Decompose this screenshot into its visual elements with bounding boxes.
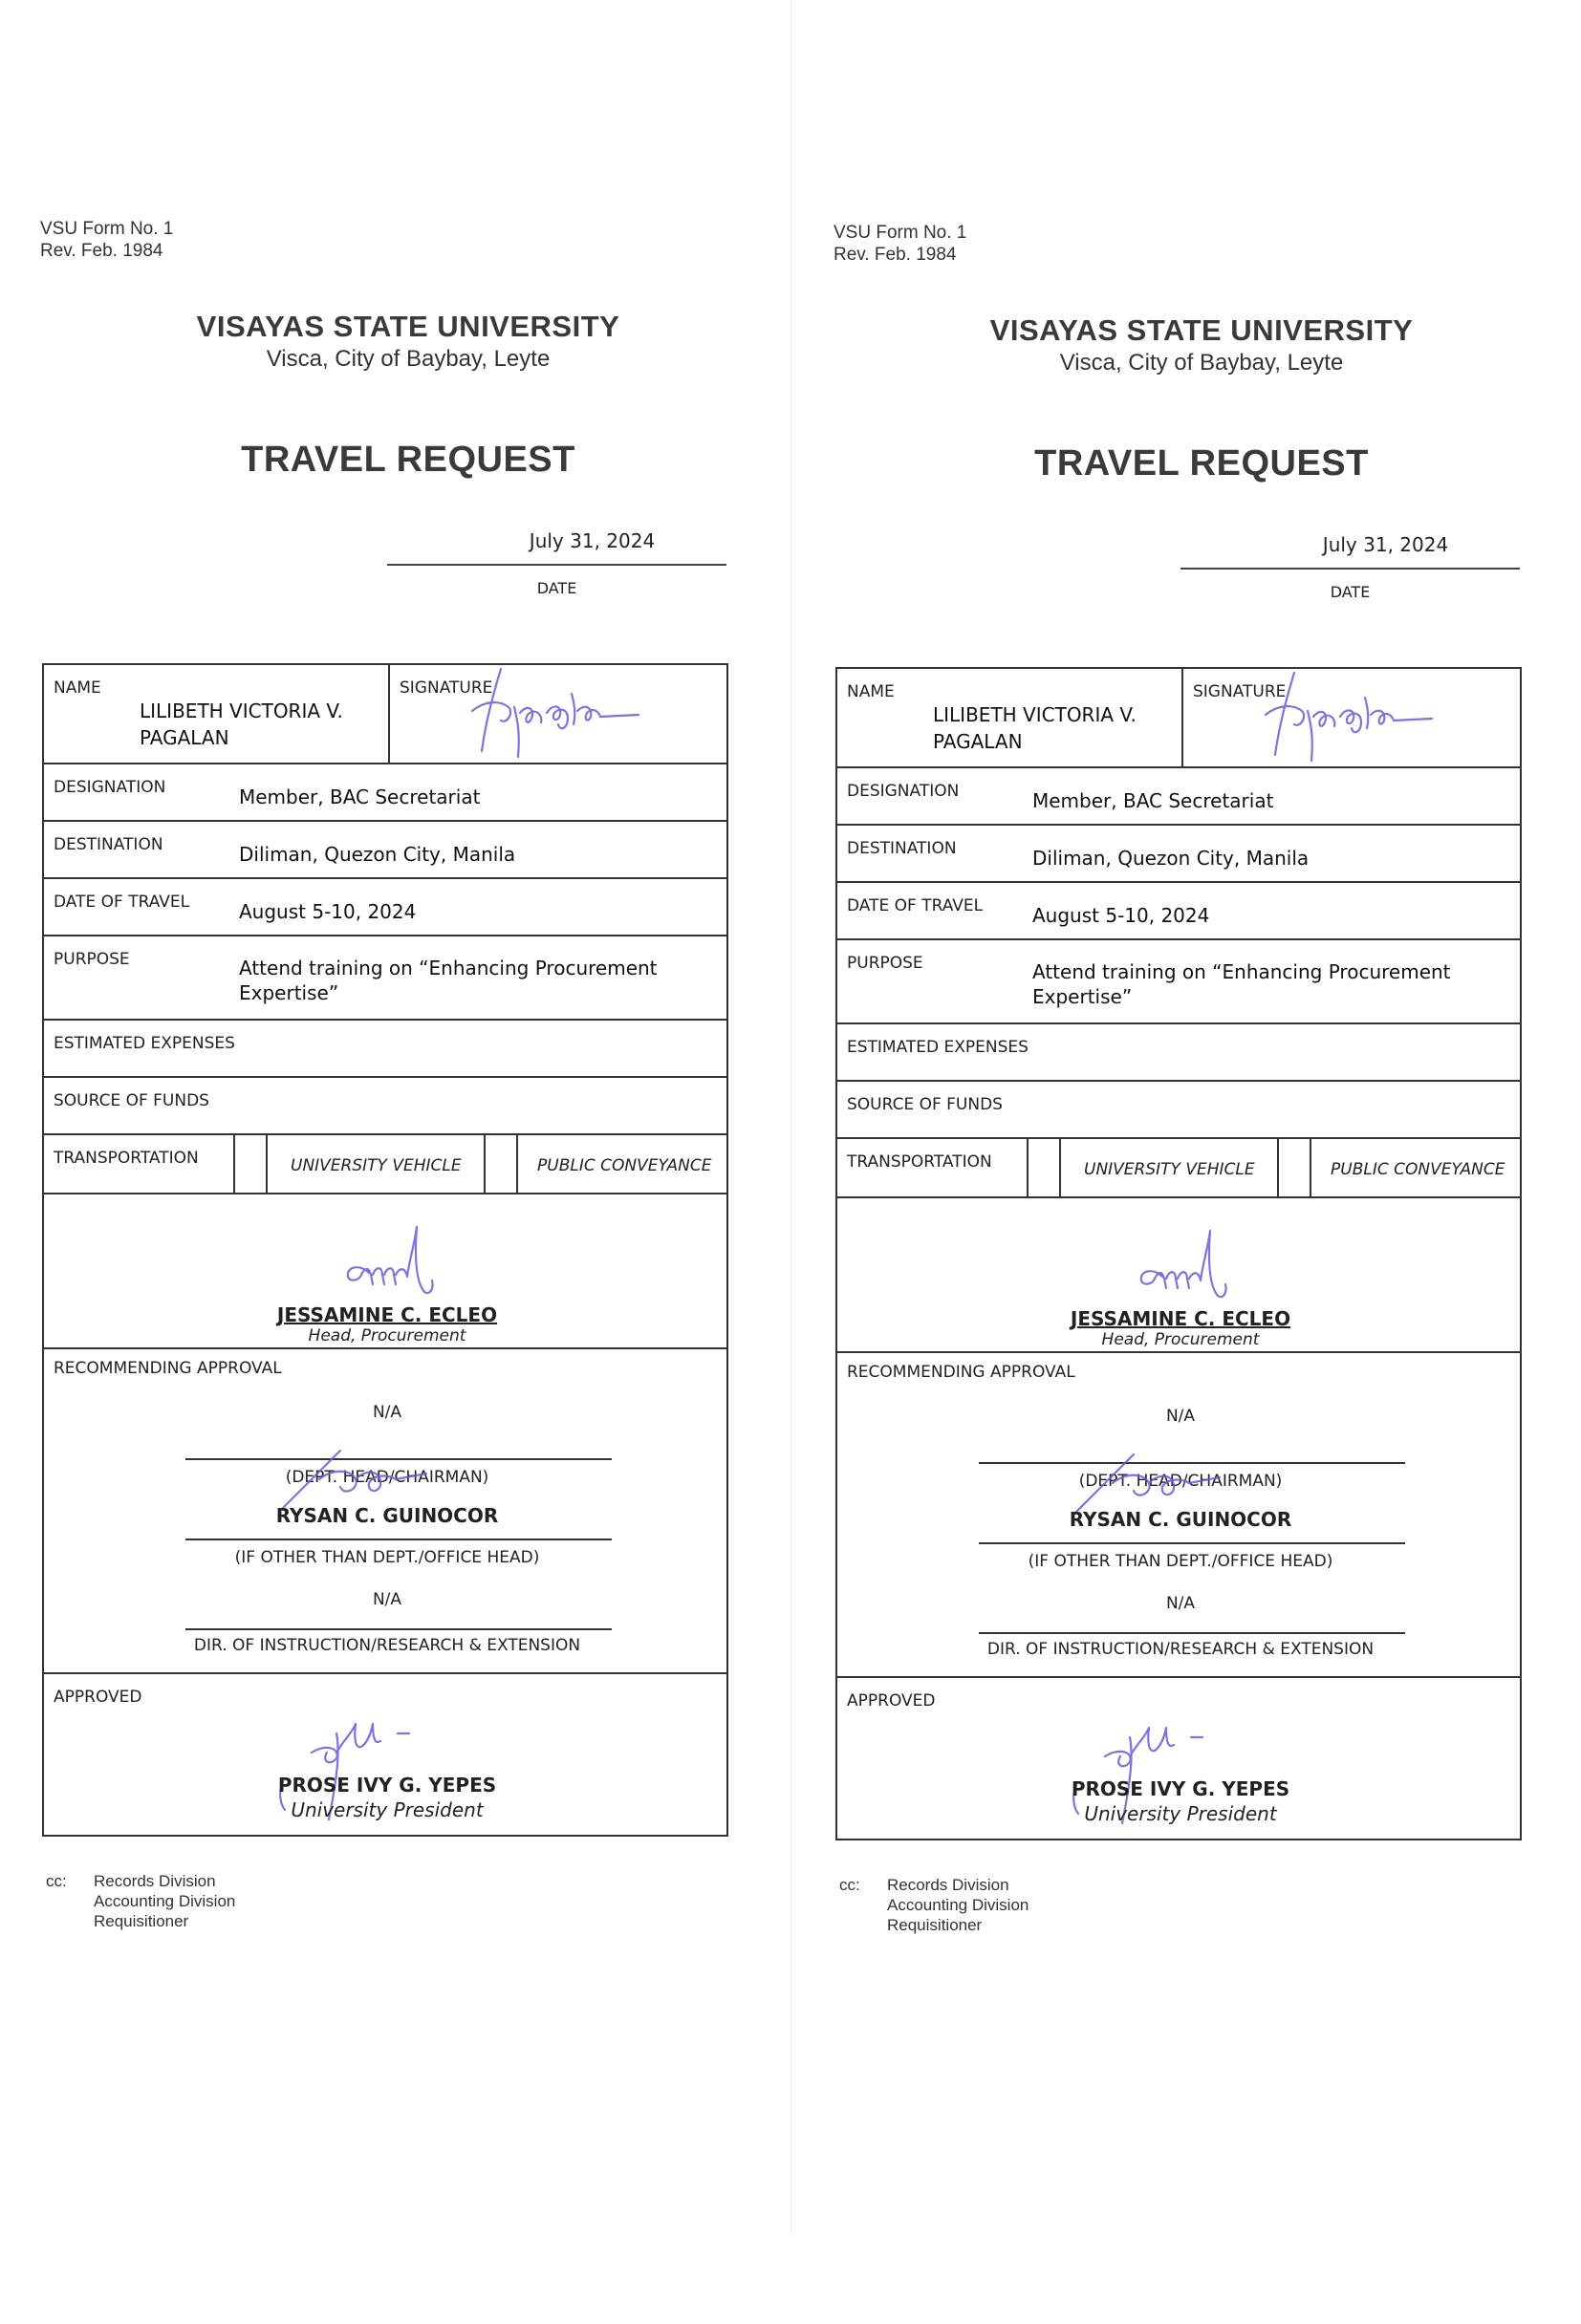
travel-request-copy-right — [834, 222, 1581, 2324]
signature-label: SIGNATURE — [400, 678, 493, 698]
date-value: July 31, 2024 — [529, 529, 656, 552]
form-number: VSU Form No. 1 Rev. Feb. 1984 — [40, 219, 174, 261]
funds-label: SOURCE OF FUNDS — [847, 1095, 1003, 1114]
designation-row — [837, 768, 1520, 826]
other-than-label: (IF OTHER THAN DEPT./OFFICE HEAD) — [234, 1548, 540, 1567]
transportation-row — [44, 1135, 726, 1194]
recommender-name: RYSAN C. GUINOCOR — [1069, 1508, 1292, 1531]
designation-value: Member, BAC Secretariat — [1032, 789, 1274, 812]
public-conveyance-checkbox[interactable] — [484, 1135, 518, 1193]
university-address: Visca, City of Baybay, Leyte — [266, 346, 551, 372]
request-form-table — [835, 667, 1522, 1840]
date-label: DATE — [536, 579, 577, 597]
recommender-name: RYSAN C. GUINOCOR — [275, 1504, 499, 1527]
transportation-label: TRANSPORTATION — [847, 1152, 992, 1172]
cc-label: cc: — [46, 1872, 67, 1890]
cc-list: Records Division Accounting Division Requisitioner — [887, 1876, 1029, 1934]
purpose-row — [44, 936, 726, 1021]
recommending-label: RECOMMENDING APPROVAL — [847, 1363, 1075, 1382]
form-number: VSU Form No. 1 Rev. Feb. 1984 — [834, 223, 967, 265]
designation-label: DESIGNATION — [847, 782, 960, 801]
travel-date-value: August 5-10, 2024 — [1032, 904, 1210, 927]
head-position: Head, Procurement — [1101, 1330, 1260, 1349]
destination-row — [837, 826, 1520, 883]
date-underline — [1180, 568, 1520, 570]
destination-label: DESTINATION — [847, 839, 957, 858]
director-label: DIR. OF INSTRUCTION/RESEARCH & EXTENSION — [193, 1636, 581, 1655]
recommending-approval-row — [44, 1349, 726, 1674]
name-row — [837, 669, 1520, 768]
cc-label: cc: — [839, 1876, 860, 1894]
travel-date-label: DATE OF TRAVEL — [54, 893, 190, 912]
destination-value: Diliman, Quezon City, Manila — [239, 843, 516, 866]
date-value: July 31, 2024 — [1322, 533, 1449, 556]
approved-label: APPROVED — [847, 1691, 936, 1711]
approved-row — [44, 1674, 726, 1835]
travel-request-copy-left — [40, 218, 805, 2320]
university-name: VISAYAS STATE UNIVERSITY — [196, 310, 620, 343]
name-label: NAME — [54, 678, 101, 698]
president-position: University President — [291, 1798, 484, 1821]
request-form-table — [42, 663, 728, 1837]
destination-row — [44, 822, 726, 879]
university-address: Visca, City of Baybay, Leyte — [1059, 350, 1344, 376]
university-vehicle-label: UNIVERSITY VEHICLE — [1084, 1160, 1255, 1179]
transportation-row — [837, 1139, 1520, 1198]
head-signatory-row — [44, 1194, 726, 1349]
recommending-label: RECOMMENDING APPROVAL — [54, 1359, 282, 1378]
travel-date-label: DATE OF TRAVEL — [847, 896, 984, 915]
other-than-label: (IF OTHER THAN DEPT./OFFICE HEAD) — [1028, 1552, 1333, 1571]
university-vehicle-checkbox[interactable] — [233, 1135, 268, 1193]
name-row — [44, 665, 726, 764]
travel-date-row — [44, 879, 726, 936]
head-position: Head, Procurement — [308, 1326, 466, 1345]
cc-list: Records Division Accounting Division Requisitioner — [94, 1872, 236, 1930]
dept-head-label: (DEPT. HEAD/CHAIRMAN) — [285, 1468, 489, 1487]
recommending-approval-row — [837, 1353, 1520, 1678]
recommend-na-2: N/A — [372, 1590, 402, 1609]
expenses-label: ESTIMATED EXPENSES — [847, 1038, 1029, 1057]
university-name: VISAYAS STATE UNIVERSITY — [989, 313, 1414, 347]
president-position: University President — [1084, 1802, 1277, 1825]
name-label: NAME — [847, 682, 895, 701]
funds-label: SOURCE OF FUNDS — [54, 1091, 209, 1110]
purpose-label: PURPOSE — [847, 954, 923, 973]
name-value: LILIBETH VICTORIA V. PAGALAN — [933, 703, 1137, 753]
form-title: TRAVEL REQUEST — [241, 440, 575, 480]
dept-head-label: (DEPT. HEAD/CHAIRMAN) — [1078, 1472, 1283, 1491]
travel-date-value: August 5-10, 2024 — [239, 900, 417, 923]
date-underline — [387, 564, 726, 566]
requester-signature — [465, 665, 656, 770]
funds-row — [837, 1082, 1520, 1139]
approved-row — [837, 1678, 1520, 1839]
expenses-row — [837, 1024, 1520, 1082]
public-conveyance-label: PUBLIC CONVEYANCE — [1331, 1160, 1505, 1179]
destination-label: DESTINATION — [54, 835, 163, 854]
signature-label: SIGNATURE — [1193, 682, 1287, 701]
purpose-value: Attend training on “Enhancing Procurement Expertise” — [239, 957, 658, 1004]
designation-row — [44, 764, 726, 822]
purpose-row — [837, 940, 1520, 1024]
head-signatory-row — [837, 1198, 1520, 1353]
university-vehicle-label: UNIVERSITY VEHICLE — [291, 1156, 462, 1175]
destination-value: Diliman, Quezon City, Manila — [1032, 847, 1310, 870]
purpose-value: Attend training on “Enhancing Procurement Expertise” — [1032, 960, 1451, 1008]
approved-label: APPROVED — [54, 1688, 142, 1707]
president-name: PROSE IVY G. YEPES — [1071, 1777, 1290, 1800]
purpose-label: PURPOSE — [54, 950, 130, 969]
public-conveyance-checkbox[interactable] — [1277, 1139, 1311, 1196]
expenses-row — [44, 1021, 726, 1078]
president-name: PROSE IVY G. YEPES — [277, 1774, 497, 1797]
public-conveyance-label: PUBLIC CONVEYANCE — [537, 1156, 712, 1175]
recommend-na-2: N/A — [1165, 1594, 1196, 1613]
travel-date-row — [837, 883, 1520, 940]
recommend-na-1: N/A — [372, 1403, 402, 1422]
requester-signature — [1258, 669, 1449, 774]
name-value: LILIBETH VICTORIA V. PAGALAN — [140, 699, 343, 749]
head-name: JESSAMINE C. ECLEO — [1070, 1307, 1291, 1330]
head-name: JESSAMINE C. ECLEO — [276, 1303, 498, 1326]
date-label: DATE — [1330, 583, 1371, 601]
transportation-label: TRANSPORTATION — [54, 1149, 199, 1168]
funds-row — [44, 1078, 726, 1135]
expenses-label: ESTIMATED EXPENSES — [54, 1034, 235, 1053]
designation-label: DESIGNATION — [54, 778, 166, 797]
university-vehicle-checkbox[interactable] — [1027, 1139, 1061, 1196]
director-label: DIR. OF INSTRUCTION/RESEARCH & EXTENSION — [986, 1640, 1375, 1659]
designation-value: Member, BAC Secretariat — [239, 785, 481, 808]
recommend-na-1: N/A — [1165, 1407, 1196, 1426]
form-title: TRAVEL REQUEST — [1034, 443, 1369, 484]
